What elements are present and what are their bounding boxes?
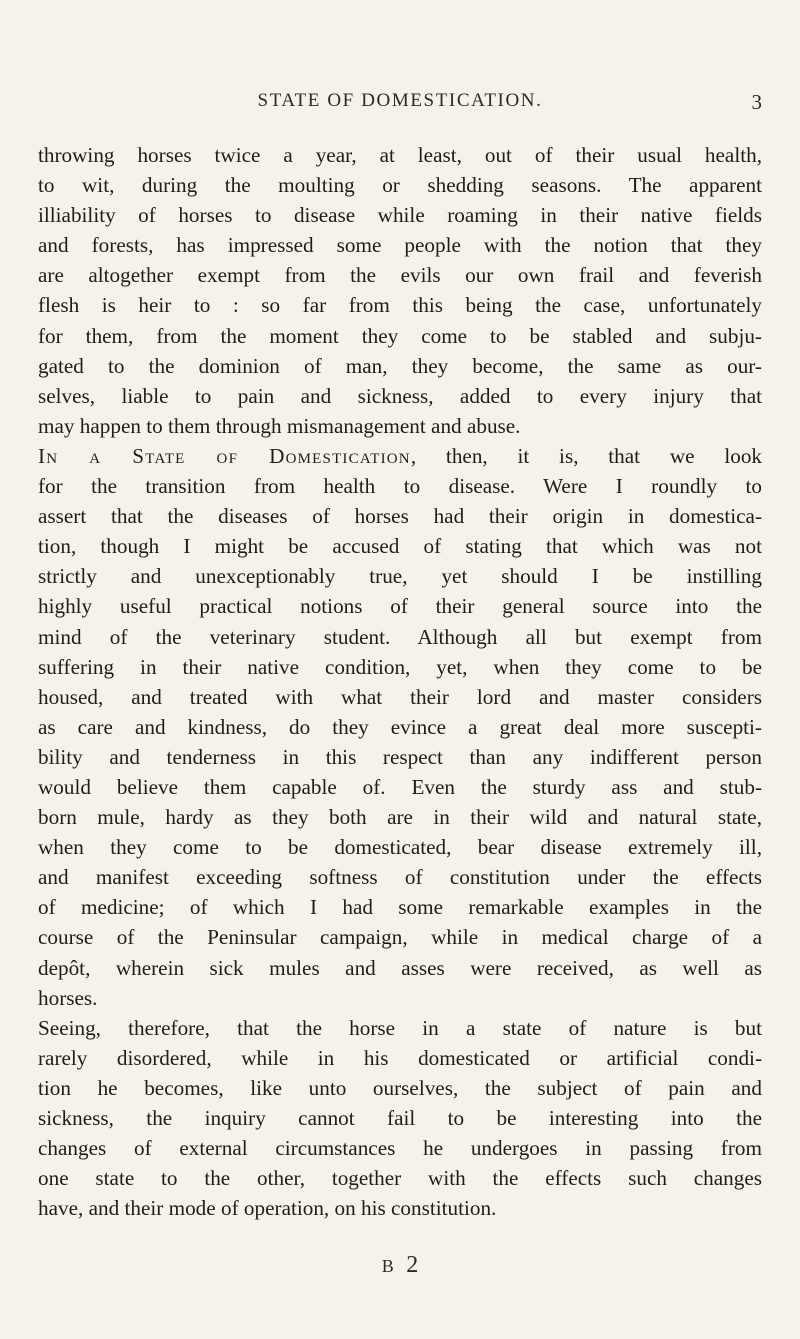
signature-letter: B <box>381 1256 398 1276</box>
text-line: highly useful practical notions of their general source into the <box>38 594 762 619</box>
page-header <box>38 90 762 120</box>
text-line: horses. <box>38 985 98 1010</box>
text-line: tion he becomes, like unto ourselves, the subject of pain and <box>38 1075 762 1100</box>
text-line: Seeing, therefore, that the horse in a state of nature is but <box>38 1015 762 1040</box>
text-line: have, and their mode of operation, on his constitution. <box>38 1196 497 1221</box>
text-line: assert that the diseases of horses had their origin in domestica- <box>38 504 762 529</box>
text-line: illiability of horses to disease while roaming in their native fields <box>38 203 762 228</box>
text-line: to wit, during the moulting or shedding seasons. The apparent <box>38 173 762 198</box>
text-line: course of the Peninsular campaign, while in medical charge of a <box>38 925 762 950</box>
running-head: STATE OF DOMESTICATION. <box>257 90 543 111</box>
text-line: suffering in their native condition, yet, when they come to be <box>38 654 762 679</box>
text-line: when they come to be domesticated, bear disease extremely ill, <box>38 835 762 860</box>
text-line: born mule, hardy as they both are in their wild and natural state, <box>38 805 762 830</box>
text-line: and forests, has impressed some people with the notion that they <box>38 233 762 258</box>
section-opening-smallcaps: In a State of Domestication <box>38 443 411 468</box>
signature-mark <box>0 1252 800 1279</box>
text-line: flesh is heir to : so far from this being the case, unfortunately <box>38 293 762 318</box>
text-line: of medicine; of which I had some remarkable examples in the <box>38 895 762 920</box>
text-line: for them, from the moment they come to be stabled and subju- <box>38 323 762 348</box>
text-line: one state to the other, together with the effects such changes <box>38 1166 762 1191</box>
text-line: bility and tenderness in this respect than any indifferent person <box>38 744 762 769</box>
text-line: changes of external circumstances he undergoes in passing from <box>38 1136 762 1161</box>
signature-number: 2 <box>406 1252 419 1278</box>
text-line: housed, and treated with what their lord and master considers <box>38 684 762 709</box>
text-line: rarely disordered, while in his domesticated or artificial condi- <box>38 1045 762 1070</box>
page-number: 3 <box>751 90 762 114</box>
text-line: for the transition from health to disease. Were I roundly to <box>38 474 762 499</box>
text-line: and manifest exceeding softness of constitution under the effects <box>38 865 762 890</box>
text-line: gated to the dominion of man, they become, the same as our- <box>38 353 762 378</box>
text-line: depôt, wherein sick mules and asses were received, as well as <box>38 955 762 980</box>
text-line: sickness, the inquiry cannot fail to be interesting into the <box>38 1106 762 1130</box>
text-line: as care and kindness, do they evince a great deal more suscepti- <box>38 714 762 739</box>
text-line-section-start: In a State of Domestication, then, it is, that we look <box>38 443 763 468</box>
text-line: are altogether exempt from the evils our own frail and feverish <box>38 263 762 288</box>
body-text <box>38 140 762 1223</box>
text-line: selves, liable to pain and sickness, added to every injury that <box>38 383 762 408</box>
text-line: throwing horses twice a year, at least, out of their usual health, <box>38 143 762 167</box>
text-line: strictly and unexceptionably true, yet should I be instilling <box>38 564 762 589</box>
text-line: would believe them capable of. Even the sturdy ass and stub- <box>38 774 762 799</box>
text-line: mind of the veterinary student. Although all but exempt from <box>38 624 762 649</box>
text-line: may happen to them through mismanagement and abuse. <box>38 413 521 438</box>
text-line: tion, though I might be accused of stating that which was not <box>38 534 762 559</box>
